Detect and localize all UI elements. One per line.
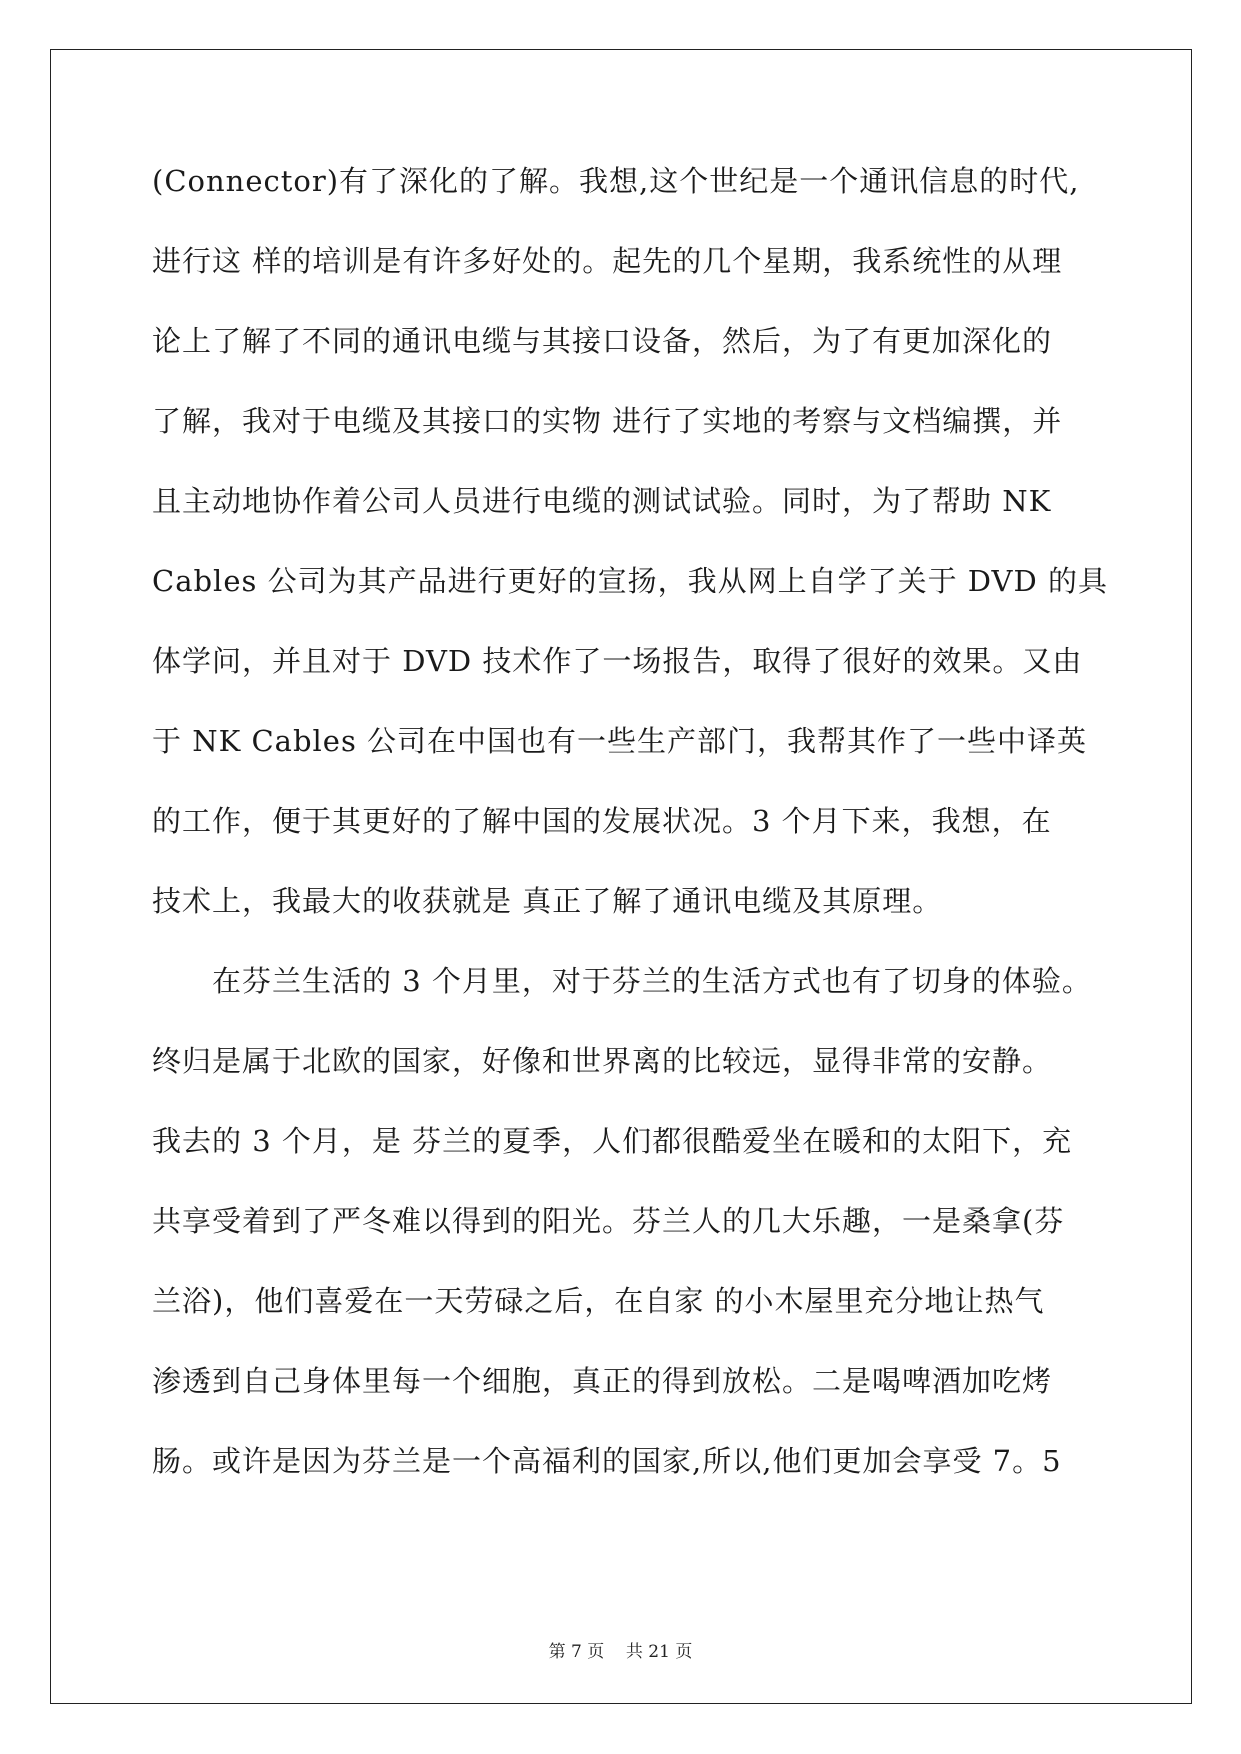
text-line: 体学问，并且对于 DVD 技术作了一场报告，取得了很好的效果。又由 [152, 644, 1083, 678]
text-line: 兰浴)，他们喜爱在一天劳碌之后，在自家 的小木屋里充分地让热气 [152, 1284, 1045, 1318]
text-line: 终归是属于北欧的国家，好像和世界离的比较远，显得非常的安静。 [152, 1044, 1053, 1078]
text-line: 肠。或许是因为芬兰是一个高福利的国家,所以,他们更加会享受 7。5 [152, 1444, 1062, 1478]
paragraph-start-line: 在芬兰生活的 3 个月里，对于芬兰的生活方式也有了切身的体验。 [212, 964, 1092, 998]
text-line: 了解，我对于电缆及其接口的实物 进行了实地的考察与文档编撰，并 [152, 404, 1063, 438]
text-line: 于 NK Cables 公司在中国也有一些生产部门，我帮其作了一些中译英 [152, 724, 1088, 758]
page-number-footer: 第 7 页 共 21 页 [548, 1642, 693, 1662]
text-line: (Connector)有了深化的了解。我想,这个世纪是一个通讯信息的时代, [152, 164, 1080, 198]
text-line: 我去的 3 个月，是 芬兰的夏季，人们都很酷爱坐在暖和的太阳下，充 [152, 1124, 1073, 1158]
document-body [152, 161, 1108, 1521]
text-line: 共享受着到了严冬难以得到的阳光。芬兰人的几大乐趣，一是桑拿(芬 [152, 1204, 1065, 1238]
text-line: 技术上，我最大的收获就是 真正了解了通讯电缆及其原理。 [152, 884, 943, 918]
text-line: 渗透到自己身体里每一个细胞，真正的得到放松。二是喝啤酒加吃烤 [152, 1364, 1053, 1398]
text-line: 进行这 样的培训是有许多好处的。起先的几个星期，我系统性的从理 [152, 244, 1063, 278]
text-line: Cables 公司为其产品进行更好的宣扬，我从网上自学了关于 DVD 的具 [152, 564, 1108, 598]
text-line: 论上了解了不同的通讯电缆与其接口设备，然后，为了有更加深化的 [152, 324, 1053, 358]
text-line: 且主动地协作着公司人员进行电缆的测试试验。同时，为了帮助 NK [152, 484, 1052, 518]
text-line: 的工作，便于其更好的了解中国的发展状况。3 个月下来，我想，在 [152, 804, 1052, 838]
